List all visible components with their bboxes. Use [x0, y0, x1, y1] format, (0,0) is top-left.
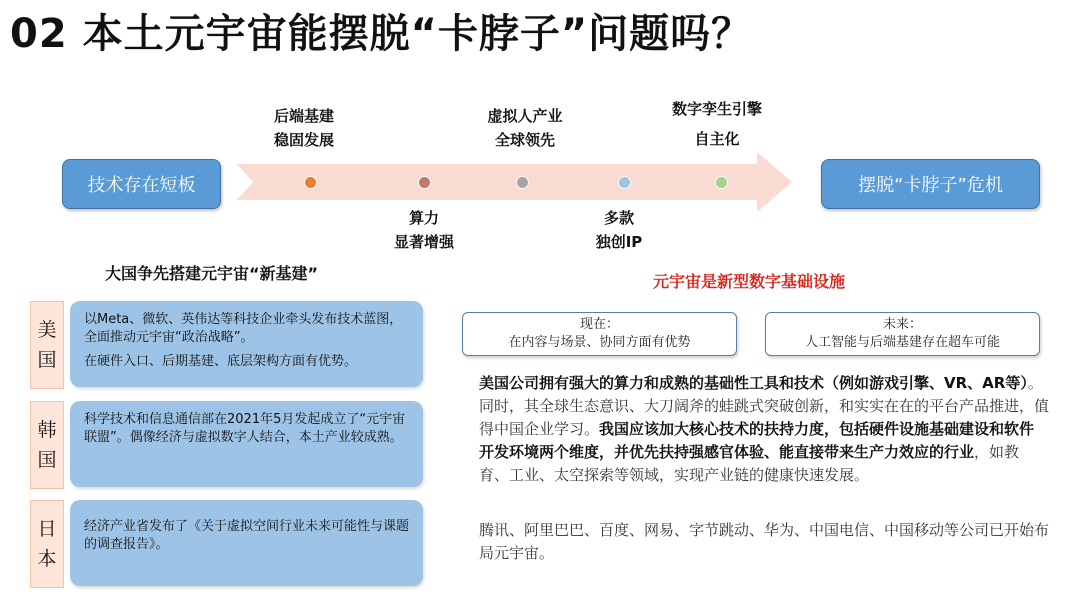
country-label-usa — [30, 301, 64, 389]
country-box-korea — [70, 401, 423, 487]
bold-text: 我国应该加大核心技术的扶持力度，包括硬件设施基础建设和软件开发环境两个维度，并优先扶持强感官体验、能直接带来生产力效应的行业 — [479, 420, 1035, 461]
right-section-heading: 元宇宙是新型数字基础设施 — [653, 272, 846, 291]
milestone-above-backend — [239, 104, 369, 152]
country-box-usa — [70, 301, 423, 387]
milestone-text: 虚拟人产业 — [487, 107, 563, 125]
country-label-japan — [30, 500, 64, 588]
page-title: 02 本土元宇宙能摆脱“卡脖子”问题吗？ — [10, 11, 753, 57]
country-char: 韩 — [37, 419, 57, 441]
milestone-dot — [716, 177, 727, 188]
country-char: 国 — [37, 449, 57, 471]
milestone-text: 数字孪生引擎 — [671, 100, 762, 118]
milestone-text: 独创IP — [595, 233, 643, 251]
country-text: 经济产业省发布了《关于虚拟空间行业未来可能性与课题的调查报告》。 — [84, 519, 410, 552]
milestone-text: 算力 — [408, 209, 439, 227]
normal-text: 。同时，其全球生态意识、大刀阔斧的蛙跳式突破创新，和实实在在的平台产品推进，值得中国企业学习。 — [479, 374, 1050, 438]
milestone-dot — [619, 177, 630, 188]
future-box — [765, 312, 1040, 356]
milestone-dot — [419, 177, 430, 188]
milestone-text: 多款 — [603, 209, 634, 227]
now-text: 在内容与场景、协同方面有优势 — [508, 335, 691, 350]
start-state-box: 技术存在短板 — [62, 159, 221, 209]
milestone-text: 自主化 — [694, 130, 740, 148]
milestone-dot — [517, 177, 528, 188]
milestone-dot — [305, 177, 316, 188]
future-label: 未来： — [882, 317, 922, 332]
country-char: 日 — [37, 518, 57, 540]
milestone-text: 后端基建 — [273, 107, 334, 125]
country-text: 以Meta、微软、英伟达等科技企业牵头发布技术蓝图，全面推动元宇宙“政治战略”。 — [84, 312, 403, 345]
milestone-text: 显著增强 — [393, 233, 454, 251]
bold-text: 美国公司拥有强大的算力和成熟的基础性工具和技术（例如游戏引擎、VR、AR等） — [479, 374, 1028, 392]
now-box — [462, 312, 737, 356]
companies-paragraph: 腾讯、阿里巴巴、百度、网易、字节跳动、华为、中国电信、中国移动等公司已开始布局元宇宙。 — [479, 521, 1050, 562]
future-text: 人工智能与后端基建存在超车可能 — [804, 335, 1000, 350]
milestone-above-virtual-human — [460, 104, 590, 152]
end-state-box: 摆脱“卡脖子”危机 — [821, 159, 1040, 209]
milestone-below-compute — [359, 206, 489, 254]
country-label-korea — [30, 401, 64, 489]
milestone-text: 全球领先 — [494, 131, 555, 149]
country-text: 在硬件入口、后期基建、底层架构方面有优势。 — [84, 354, 358, 369]
analysis-paragraph — [479, 372, 1049, 487]
left-section-heading: 大国争先搭建元宇宙“新基建” — [105, 264, 319, 283]
milestone-below-ip — [554, 206, 684, 254]
milestone-above-digital-twin — [652, 97, 782, 151]
now-label: 现在： — [579, 317, 619, 332]
normal-text: ，如教育、工业、太空探索等领域，实现产业链的健康快速发展。 — [479, 443, 1020, 484]
country-text: 科学技术和信息通信部在2021年5月发起成立了“元宇宙联盟”。偶像经济与虚拟数字人结合，本土产业较成熟。 — [84, 412, 406, 445]
country-box-japan — [70, 500, 423, 586]
milestone-text: 稳固发展 — [273, 131, 334, 149]
country-char: 国 — [37, 349, 57, 371]
country-char: 美 — [37, 319, 57, 341]
country-char: 本 — [37, 548, 57, 570]
